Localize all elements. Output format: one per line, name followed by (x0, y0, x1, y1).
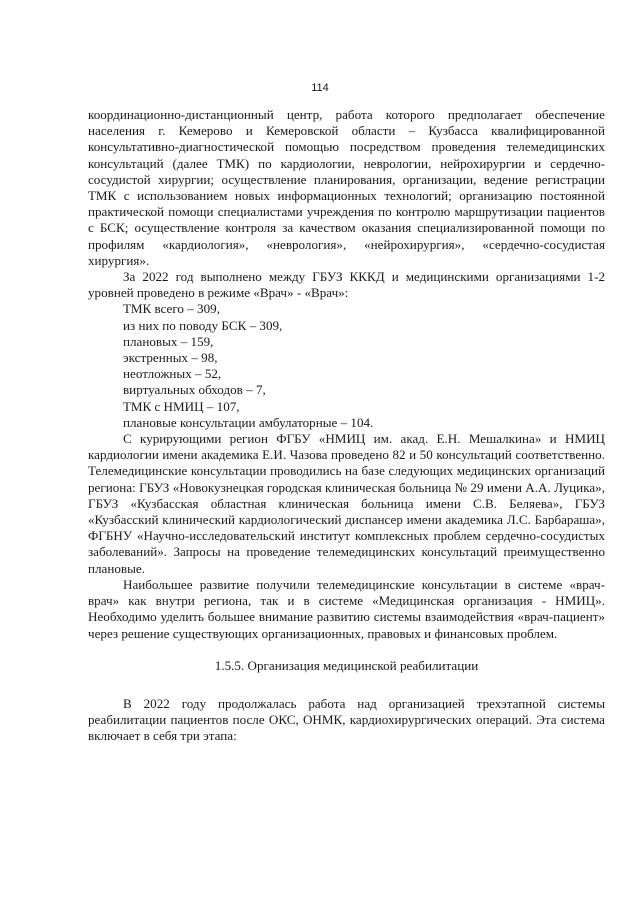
section-title: 1.5.5. Организация медицинской реабилитации (214, 657, 479, 673)
body-text (88, 107, 605, 745)
list-item: экстренных – 98, (123, 350, 218, 366)
list-item: неотложных – 52, (123, 366, 222, 382)
list-item: из них по поводу БСК – 309, (123, 317, 283, 333)
paragraph-tmk-center: координационно-дистанционный центр, работа которого предполагает обеспечение населения г. Кемерово и Кемеровской области – Кузбасса квалифицированной консультативно-диагностической помощью посредством проведения телемедицинских консультаций (далее ТМК) по кардиологии, неврологии, нейрохирургии и сердечно-сосудистой хирургии; осуществление планирования, организации, ведение регистрации ТМК с использованием новых информационных технологий; организацию постоянной практической помощи специалистами учреждения по контролю маршрутизации пациентов с БСК; осуществление контроля за качеством оказания специализированной помощи по профилям «кардиология», «неврология», «нейрохирургия», «сердечно-сосудистая хирургия». (88, 107, 605, 268)
list-item: ТМК с НМИЦ – 107, (123, 398, 240, 414)
list-item: плановые консультации амбулаторные – 104. (123, 414, 374, 430)
tmk-statistics-list (88, 301, 605, 431)
paragraph-nmic-consultations: С курирующими регион ФГБУ «НМИЦ им. акад. Е.Н. Мешалкина» и НМИЦ кардиологии имени академика Е.И. Чазова проведено 82 и 50 консультаций соответственно. Телемедицинские консультации проводились на базе следующих медицинских организаций региона: ГБУЗ «Новокузнецкая городская клиническая больница № 29 имени А.А. Луцика», ГБУЗ «Кузбасская областная клиническая больница имени С.В. Беляева», ГБУЗ «Кузбасский клинический кардиологический диспансер имени академика Л.С. Барбараша», ФГБНУ «Научно-исследовательский институт комплексных проблем сердечно-сосудистых заболеваний». Запросы на проведение телемедицинских консультаций преимущественно плановые. (88, 431, 605, 576)
paragraph-telemedicine-development: Наибольшее развитие получили телемедицинские консультации в системе «врач-врач» как внутри региона, так и в системе «Медицинская организация - НМИЦ». Необходимо уделить большее внимание развитию системы взаимодействия «врач-пациент» через решение существующих организационных, правовых и финансовых проблем. (88, 576, 605, 641)
paragraph-rehabilitation: В 2022 году продолжалась работа над организацией трехэтапной системы реабилитации пациентов после ОКС, ОНМК, кардиохирургических операций. Эта система включает в себя три этапа: (88, 695, 605, 744)
list-item: виртуальных обходов – 7, (123, 382, 266, 398)
page-number: 114 (311, 82, 329, 94)
paragraph-tmk-intro: За 2022 год выполнено между ГБУЗ КККД и медицинскими организациями 1-2 уровней проведено в режиме «Врач» - «Врач»: (88, 269, 605, 301)
list-item: ТМК всего – 309, (123, 301, 220, 317)
list-item: плановых – 159, (123, 333, 214, 349)
